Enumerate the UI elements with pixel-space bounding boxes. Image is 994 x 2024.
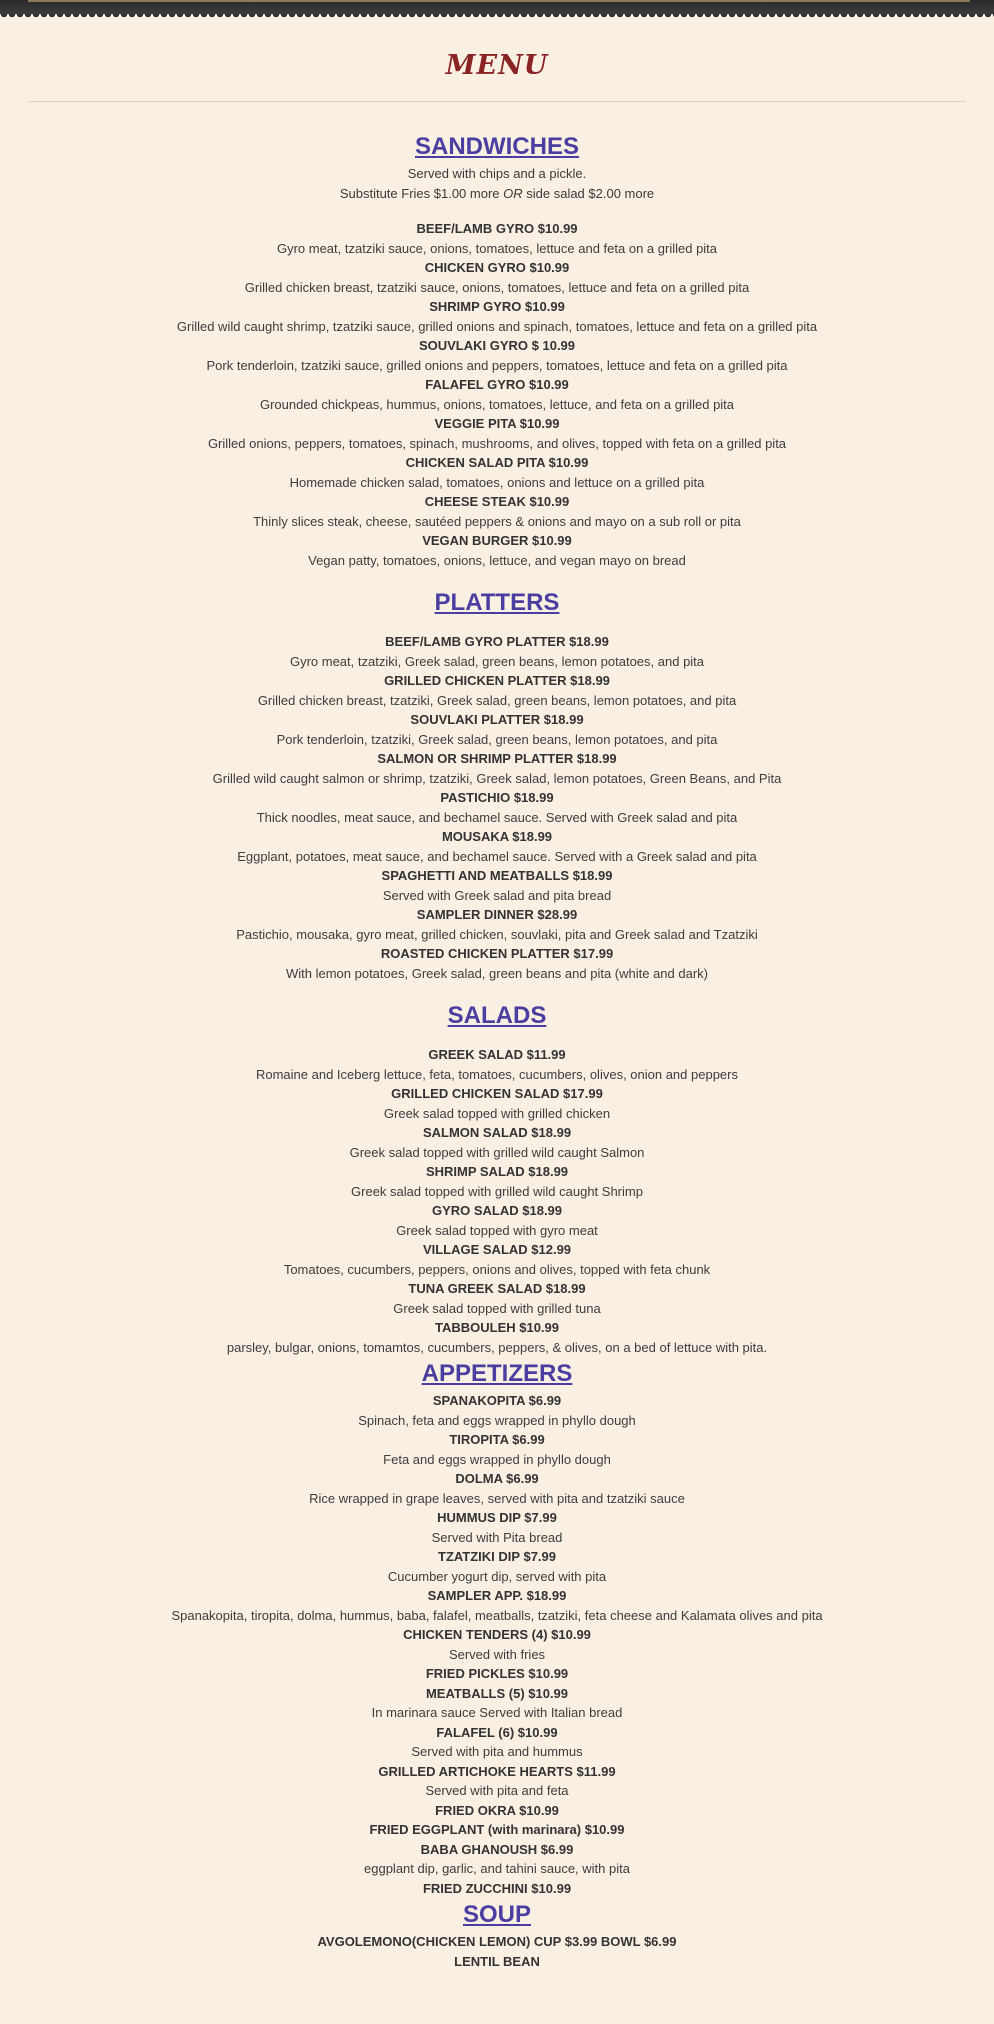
top-bar-scalloped-edge — [0, 14, 994, 20]
menu-item-name: AVGOLEMONO(CHICKEN LEMON) CUP $3.99 BOWL $6.99 — [317, 1934, 677, 1949]
menu-item-name: MEATBALLS (5) $10.99 — [425, 1685, 569, 1701]
menu-item-description: Pork tenderloin, tzatziki sauce, grilled onions and peppers, tomatoes, lettuce and feta on a grilled pita — [206, 357, 788, 373]
intro-text-c: side salad $2.00 more — [522, 185, 655, 201]
menu-item-description: Served with Pita bread — [431, 1529, 563, 1545]
menu-item-description: eggplant dip, garlic, and tahini sauce, with pita — [364, 1861, 630, 1876]
menu-item-name: SALMON SALAD $18.99 — [422, 1125, 572, 1140]
menu-item-description: Served with Greek salad and pita bread — [382, 887, 612, 903]
menu-item-description: Rice wrapped in grape leaves, served with pita and tzatziki sauce — [309, 1490, 685, 1506]
menu-item-description: Cucumber yogurt dip, served with pita — [387, 1568, 607, 1584]
menu-item-description: In marinara sauce Served with Italian bread — [371, 1705, 623, 1720]
menu-item-description: Gyro meat, tzatziki sauce, onions, tomatoes, lettuce and feta on a grilled pita — [276, 240, 718, 256]
section-platters — [0, 586, 994, 983]
page-title: MENU — [445, 50, 549, 81]
menu-item-description: Served with fries — [448, 1646, 546, 1662]
menu-item-name: SHRIMP SALAD $18.99 — [425, 1164, 569, 1179]
menu-item-name: GREEK SALAD $11.99 — [428, 1047, 566, 1062]
menu-item-name: GYRO SALAD $18.99 — [431, 1203, 563, 1218]
sandwiches-list — [0, 219, 994, 570]
menu-item-description: Vegan patty, tomatoes, onions, lettuce, and vegan mayo on bread — [308, 552, 686, 568]
section-heading-salads: SALADS — [447, 1002, 547, 1029]
menu-item-name: TUNA GREEK SALAD $18.99 — [408, 1281, 586, 1296]
top-bar-stripe — [28, 0, 970, 2]
menu-item-name: VILLAGE SALAD $12.99 — [422, 1242, 572, 1257]
menu-item-description: Feta and eggs wrapped in phyllo dough — [383, 1451, 611, 1467]
menu-item-name: GRILLED ARTICHOKE HEARTS $11.99 — [378, 1763, 616, 1779]
menu-item-name: FRIED PICKLES $10.99 — [425, 1666, 569, 1681]
menu-item-name: SHRIMP GYRO $10.99 — [429, 299, 565, 314]
menu-item-name: LENTIL BEAN — [454, 1953, 540, 1969]
menu-item-name: FRIED EGGPLANT (with marinara) $10.99 — [369, 1822, 625, 1837]
menu-item-name: HUMMUS DIP $7.99 — [437, 1510, 557, 1525]
menu-item-name: SPANAKOPITA $6.99 — [432, 1393, 562, 1408]
menu-item-name: SOUVLAKI GYRO $ 10.99 — [418, 338, 576, 353]
menu-content — [0, 130, 994, 1971]
section-heading-appetizers: APPETIZERS — [421, 1360, 573, 1387]
menu-item-name: CHICKEN GYRO $10.99 — [424, 260, 570, 275]
menu-item-name: FALAFEL (6) $10.99 — [436, 1724, 558, 1740]
menu-item-name: FRIED OKRA $10.99 — [435, 1802, 559, 1818]
menu-item-description: Thick noodles, meat sauce, and bechamel sauce. Served with Greek salad and pita — [256, 809, 738, 825]
menu-item-description: Eggplant, potatoes, meat sauce, and bechamel sauce. Served with a Greek salad and pita — [237, 848, 757, 864]
title-divider — [28, 101, 966, 102]
menu-item-description: Greek salad topped with grilled tuna — [393, 1300, 601, 1316]
menu-item-description: Grilled wild caught shrimp, tzatziki sauce, grilled onions and spinach, tomatoes, lettuce and feta on a grilled pita — [176, 318, 818, 334]
sandwiches-intro-line-1: Served with chips and a pickle. — [407, 166, 587, 181]
menu-item-name: DOLMA $6.99 — [455, 1471, 539, 1486]
menu-item-description: Grounded chickpeas, hummus, onions, tomatoes, lettuce, and feta on a grilled pita — [259, 396, 735, 412]
menu-item-description: Pastichio, mousaka, gyro meat, grilled chicken, souvlaki, pita and Greek salad and Tzatziki — [236, 926, 758, 942]
menu-item-description: Served with pita and hummus — [411, 1744, 583, 1759]
menu-item-description: Gyro meat, tzatziki, Greek salad, green beans, lemon potatoes, and pita — [289, 653, 705, 669]
menu-item-description: Grilled wild caught salmon or shrimp, tzatziki, Greek salad, lemon potatoes, Green Beans, and Pita — [212, 770, 782, 786]
soup-list — [0, 1932, 994, 1971]
section-appetizers — [0, 1357, 994, 1898]
menu-item-description: Spanakopita, tiropita, dolma, hummus, baba, falafel, meatballs, tzatziki, feta cheese and Kalamata olives and pita — [171, 1607, 823, 1623]
menu-item-description: Served with pita and feta — [425, 1783, 569, 1798]
menu-item-description: Homemade chicken salad, tomatoes, onions and lettuce on a grilled pita — [289, 474, 705, 490]
menu-item-description: Spinach, feta and eggs wrapped in phyllo dough — [358, 1412, 636, 1428]
menu-item-description: Thinly slices steak, cheese, sautéed peppers & onions and mayo on a sub roll or pita — [253, 513, 741, 529]
menu-item-name: GRILLED CHICKEN PLATTER $18.99 — [384, 673, 610, 688]
menu-item-name: SALMON OR SHRIMP PLATTER $18.99 — [377, 751, 617, 766]
menu-item-description: Greek salad topped with grilled wild caught Salmon — [349, 1144, 645, 1160]
section-heading-sandwiches: SANDWICHES — [414, 133, 579, 160]
section-heading-soup: SOUP — [462, 1901, 531, 1928]
menu-item-description: Greek salad topped with gyro meat — [396, 1222, 598, 1238]
menu-item-description: With lemon potatoes, Greek salad, green beans and pita (white and dark) — [285, 965, 709, 981]
menu-item-name: CHEESE STEAK $10.99 — [424, 494, 570, 509]
section-sandwiches — [0, 130, 994, 570]
menu-item-name: VEGAN BURGER $10.99 — [422, 533, 572, 548]
menu-item-description: Greek salad topped with grilled chicken — [383, 1105, 611, 1121]
menu-item-name: BEEF/LAMB GYRO $10.99 — [416, 221, 578, 236]
intro-text-a: Substitute Fries $1.00 more — [339, 185, 504, 201]
menu-item-description: Grilled onions, peppers, tomatoes, spinach, mushrooms, and olives, topped with feta on a grilled pita — [207, 435, 787, 451]
menu-item-name: VEGGIE PITA $10.99 — [434, 416, 560, 431]
section-salads — [0, 999, 994, 1357]
menu-item-name: FALAFEL GYRO $10.99 — [425, 377, 569, 392]
menu-item-name: GRILLED CHICKEN SALAD $17.99 — [391, 1086, 603, 1101]
menu-item-name: BEEF/LAMB GYRO PLATTER $18.99 — [385, 634, 609, 649]
menu-item-name: SAMPLER APP. $18.99 — [427, 1588, 567, 1603]
menu-item-name: BABA GHANOUSH $6.99 — [420, 1841, 574, 1857]
menu-item-name: TZATZIKI DIP $7.99 — [438, 1549, 556, 1564]
menu-item-name: ROASTED CHICKEN PLATTER $17.99 — [380, 946, 614, 961]
menu-item-name: SAMPLER DINNER $28.99 — [416, 907, 578, 922]
menu-item-description: Grilled chicken breast, tzatziki sauce, onions, tomatoes, lettuce and feta on a grilled pita — [244, 279, 750, 295]
sandwiches-intro-line-2 — [0, 184, 994, 204]
menu-item-name: SOUVLAKI PLATTER $18.99 — [410, 712, 584, 727]
menu-item-description: Tomatoes, cucumbers, peppers, onions and olives, topped with feta chunk — [283, 1261, 711, 1277]
menu-item-name: TIROPITA $6.99 — [449, 1432, 545, 1447]
menu-item-description: Grilled chicken breast, tzatziki, Greek salad, green beans, lemon potatoes, and pita — [257, 692, 737, 708]
menu-item-name: PASTICHIO $18.99 — [440, 790, 554, 805]
section-heading-platters: PLATTERS — [434, 589, 560, 616]
menu-item-name: FRIED ZUCCHINI $10.99 — [422, 1880, 572, 1896]
menu-item-description: Romaine and Iceberg lettuce, feta, tomatoes, cucumbers, olives, onion and peppers — [255, 1066, 738, 1082]
menu-item-name: CHICKEN SALAD PITA $10.99 — [405, 455, 589, 470]
menu-item-description: Greek salad topped with grilled wild caught Shrimp — [351, 1183, 643, 1199]
top-decorative-bar — [0, 0, 994, 14]
section-soup — [0, 1898, 994, 1971]
menu-item-name: CHICKEN TENDERS (4) $10.99 — [403, 1627, 591, 1642]
appetizers-list — [0, 1391, 994, 1898]
platters-list — [0, 632, 994, 983]
menu-item-name: SPAGHETTI AND MEATBALLS $18.99 — [381, 868, 613, 883]
menu-item-description: parsley, bulgar, onions, tomamtos, cucumbers, peppers, & olives, on a bed of lettuce with pita. — [226, 1339, 768, 1355]
menu-item-description: Pork tenderloin, tzatziki, Greek salad, green beans, lemon potatoes, and pita — [276, 731, 718, 747]
menu-item-name: MOUSAKA $18.99 — [441, 829, 553, 844]
intro-text-or: OR — [503, 185, 523, 201]
salads-list — [0, 1045, 994, 1357]
menu-item-name: TABBOULEH $10.99 — [434, 1320, 559, 1335]
